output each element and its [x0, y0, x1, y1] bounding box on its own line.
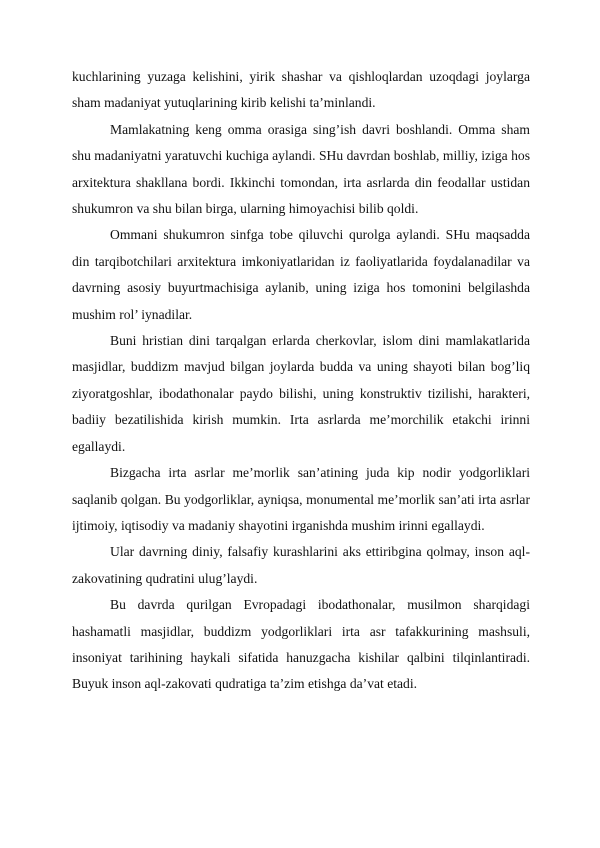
- paragraph-3: Ommani shukumron sinfga tobe qiluvchi qurolga aylandi. SHu maqsadda din tarqibotchilari arxitektura imkoniyatlaridan iz faoliyatlarida foydalanadilar va davrning asosiy buyurtmachisiga aylanib, uning iziga hos tomonini belgilashda mushim rol’ iynadilar.: [72, 227, 530, 322]
- paragraph-2: Mamlakatning keng omma orasiga sing’ish davri boshlandi. Omma sham shu madaniyatni yaratuvchi kuchiga aylandi. SHu davrdan boshlab, milliy, iziga hos arxitektura shakllana bordi. Ikkinchi tomondan, irta asrlarda din feodallar ustidan shukumron va shu bilan birga, ularning himoyachisi bilib qoldi.: [72, 121, 530, 217]
- paragraph-1: kuchlarining yuzaga kelishini, yirik shashar va qishloqlardan uzoqdagi joylarga sham madaniyat yutuqlarining kirib kelishi ta’minlandi.: [72, 69, 530, 111]
- paragraph-6: Ular davrning diniy, falsafiy kurashlarini aks ettiribgina qolmay, inson aql-zakovatining qudratini ulug’laydi.: [72, 544, 530, 586]
- paragraph-5: Bizgacha irta asrlar me’morlik san’atining juda kip nodir yodgorliklari saqlanib qolgan. Bu yodgorliklar, ayniqsa, monumental me’morlik san’ati irta asrlar ijtimoiy, iqtisodiy va madaniy shayotini irganishda mushim irinni egallaydi.: [72, 465, 530, 533]
- document-page: [72, 64, 530, 698]
- paragraph-7: Bu davrda qurilgan Evropadagi ibodathonalar, musilmon sharqidagi hashamatli masjidlar, buddizm yodgorliklari irta asr tafakkurining mashsuli, insoniyat tarihining haykali sifatida hanuzgacha kishilar qalbini tilqinlantiradi. Buyuk inson aql-zakovati qudratiga ta’zim etishga da’vat etadi.: [72, 597, 530, 692]
- paragraph-4: Buni hristian dini tarqalgan erlarda cherkovlar, islom dini mamlakatlarida masjidlar, buddizm mavjud bilgan joylarda budda va uning shayoti bilan bog’liq ziyoratgoshlar, ibodathonalar paydo bilishi, uning konstruktiv tizilishi, harakteri, badiiy bezatilishida kirish mumkin. Irta asrlarda me’morchilik etakchi irinni egallaydi.: [72, 333, 530, 454]
